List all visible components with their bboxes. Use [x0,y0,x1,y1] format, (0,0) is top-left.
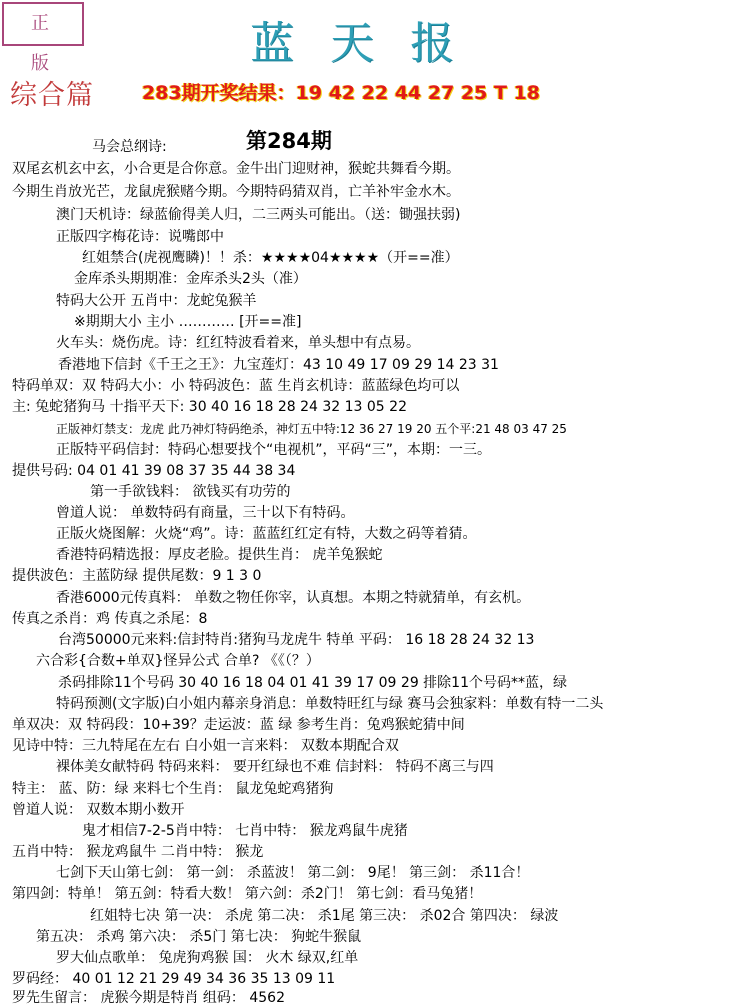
text-line: ※期期大小 主小 ………… [开==准] [74,314,302,330]
text-line: 裸体美女献特码 特码来料： 要开红绿也不难 信封料： 特码不离三与四 [56,759,494,775]
section-title: 综合篇 [10,80,94,111]
text-line: 马会总纲诗: [92,139,167,155]
text-line: 金库杀头期期准：金库杀头2头（准） [74,271,307,287]
genuine-stamp: 正 版 [2,2,84,46]
text-line: 澳门天机诗：绿蓝偷得美人归，二三两头可能出。（送：锄强扶弱) [56,207,461,223]
issue-number: 第284期 [246,129,332,153]
text-line: 台湾50000元来料:信封特肖:猪狗马龙虎牛 特单 平码： 16 18 28 24 32 13 [58,632,535,648]
text-line: 第五决： 杀鸡 第六决： 杀5门 第七决： 狗蛇牛猴鼠 [36,929,362,945]
text-line: 主: 兔蛇猪狗马 十指平天下: 30 40 16 18 28 24 32 13 05 22 [12,399,407,415]
text-line: 罗大仙点歌单： 兔虎狗鸡猴 国： 火木 绿双,红单 [56,950,359,966]
text-line: 七剑下天山第七剑： 第一剑： 杀蓝波！ 第二剑： 9尾！ 第三剑： 杀11合！ [56,865,530,881]
text-line: 单双决：双 特码段：10+39？走运波：蓝 绿 参考生肖：兔鸡猴蛇猜中间 [12,717,465,733]
text-line: 正版四字梅花诗：说嘴郎中 [56,229,224,245]
text-line: 红姐特七决 第一决： 杀虎 第二决： 杀1尾 第三决： 杀02合 第四决： 绿波 [90,908,559,924]
text-line: 杀码排除11个号码 30 40 16 18 04 01 41 39 17 09 29 排除11个号码**蓝，绿 [58,675,567,691]
text-line: 特码大公开 五肖中：龙蛇兔猴羊 [56,293,257,309]
text-line: 提供号码: 04 01 41 39 08 37 35 44 38 34 [12,463,296,479]
text-line: 见诗中特：三九特尾在左右 白小姐一言来料： 双数本期配合双 [12,738,399,754]
text-line: 香港特码精选报：厚皮老脸。提供生肖： 虎羊兔猴蛇 [56,547,383,563]
text-line: 特码单双：双 特码大小：小 特码波色：蓝 生肖玄机诗：蓝蓝绿色均可以 [12,378,460,394]
text-line: 第四剑：特单！ 第五剑：特看大数！ 第六剑：杀2门！ 第七剑：看马兔猪！ [12,886,483,902]
page-title: 蓝天报 [250,18,490,69]
text-line: 第一手欲钱料： 欲钱买有功劳的 [90,484,291,500]
text-line: 香港6000元传真料： 单数之物任你宰，认真想。本期之特就猜单，有玄机。 [56,590,531,606]
text-line: 曾道人说： 单数特码有商量，三十以下有特码。 [56,505,355,521]
text-line: 罗先生留言： 虎猴今期是特肖 组码： 4562 [12,990,285,1006]
text-line: 香港地下信封《千王之王》：九宝莲灯：43 10 49 17 09 29 14 23 31 [58,357,499,373]
text-line: 五肖中特： 猴龙鸡鼠牛 二肖中特： 猴龙 [12,844,264,860]
text-line: 正版神灯禁支：龙虎 此乃神灯特码绝杀，神灯五中特:12 36 27 19 20 五个平:21 48 03 47 25 [56,422,567,436]
text-line: 六合彩{合数+单双}怪异公式 合单? 《《（？） [36,653,320,669]
text-line: 特主： 蓝、防：绿 来料七个生肖： 鼠龙兔蛇鸡猪狗 [12,781,334,797]
text-line: 提供波色：主蓝防绿 提供尾数：9 1 3 0 [12,568,262,584]
draw-result: 283期开奖结果：19 42 22 44 27 25 T 18 [142,82,541,104]
text-line: 正版特平码信封：特码心想要找个“电视机”，平码“三”，本期：一三。 [56,442,492,458]
text-line: 曾道人说： 双数本期小数开 [12,802,185,818]
text-line: 传真之杀肖：鸡 传真之杀尾：8 [12,611,208,627]
text-line: 今期生肖放光芒，龙鼠虎猴赌今期。今期特码猜双肖，亡羊补牢金水木。 [12,184,460,200]
text-line: 特码预测(文字版)白小姐内幕亲身消息：单数特旺红与绿 赛马会独家料：单数有特一二头 [56,696,604,712]
text-line: 罗码经： 40 01 12 21 29 49 34 36 35 13 09 11 [12,971,336,987]
text-line: 火车头：烧伤虎。诗：红红特波看着来，单头想中有点易。 [56,335,420,351]
text-line: 双尾玄机玄中玄，小合更是合你意。金牛出门迎财神，猴蛇共舞看今期。 [12,161,460,177]
text-line: 正版火烧图解：火烧“鸡”。诗：蓝蓝红红定有特，大数之码等着猜。 [56,526,477,542]
text-line: 鬼才相信7-2-5肖中特： 七肖中特： 猴龙鸡鼠牛虎猪 [82,823,408,839]
text-line: 红姐禁合(虎视鹰瞵)！！杀：★★★★04★★★★（开==准） [82,250,459,266]
